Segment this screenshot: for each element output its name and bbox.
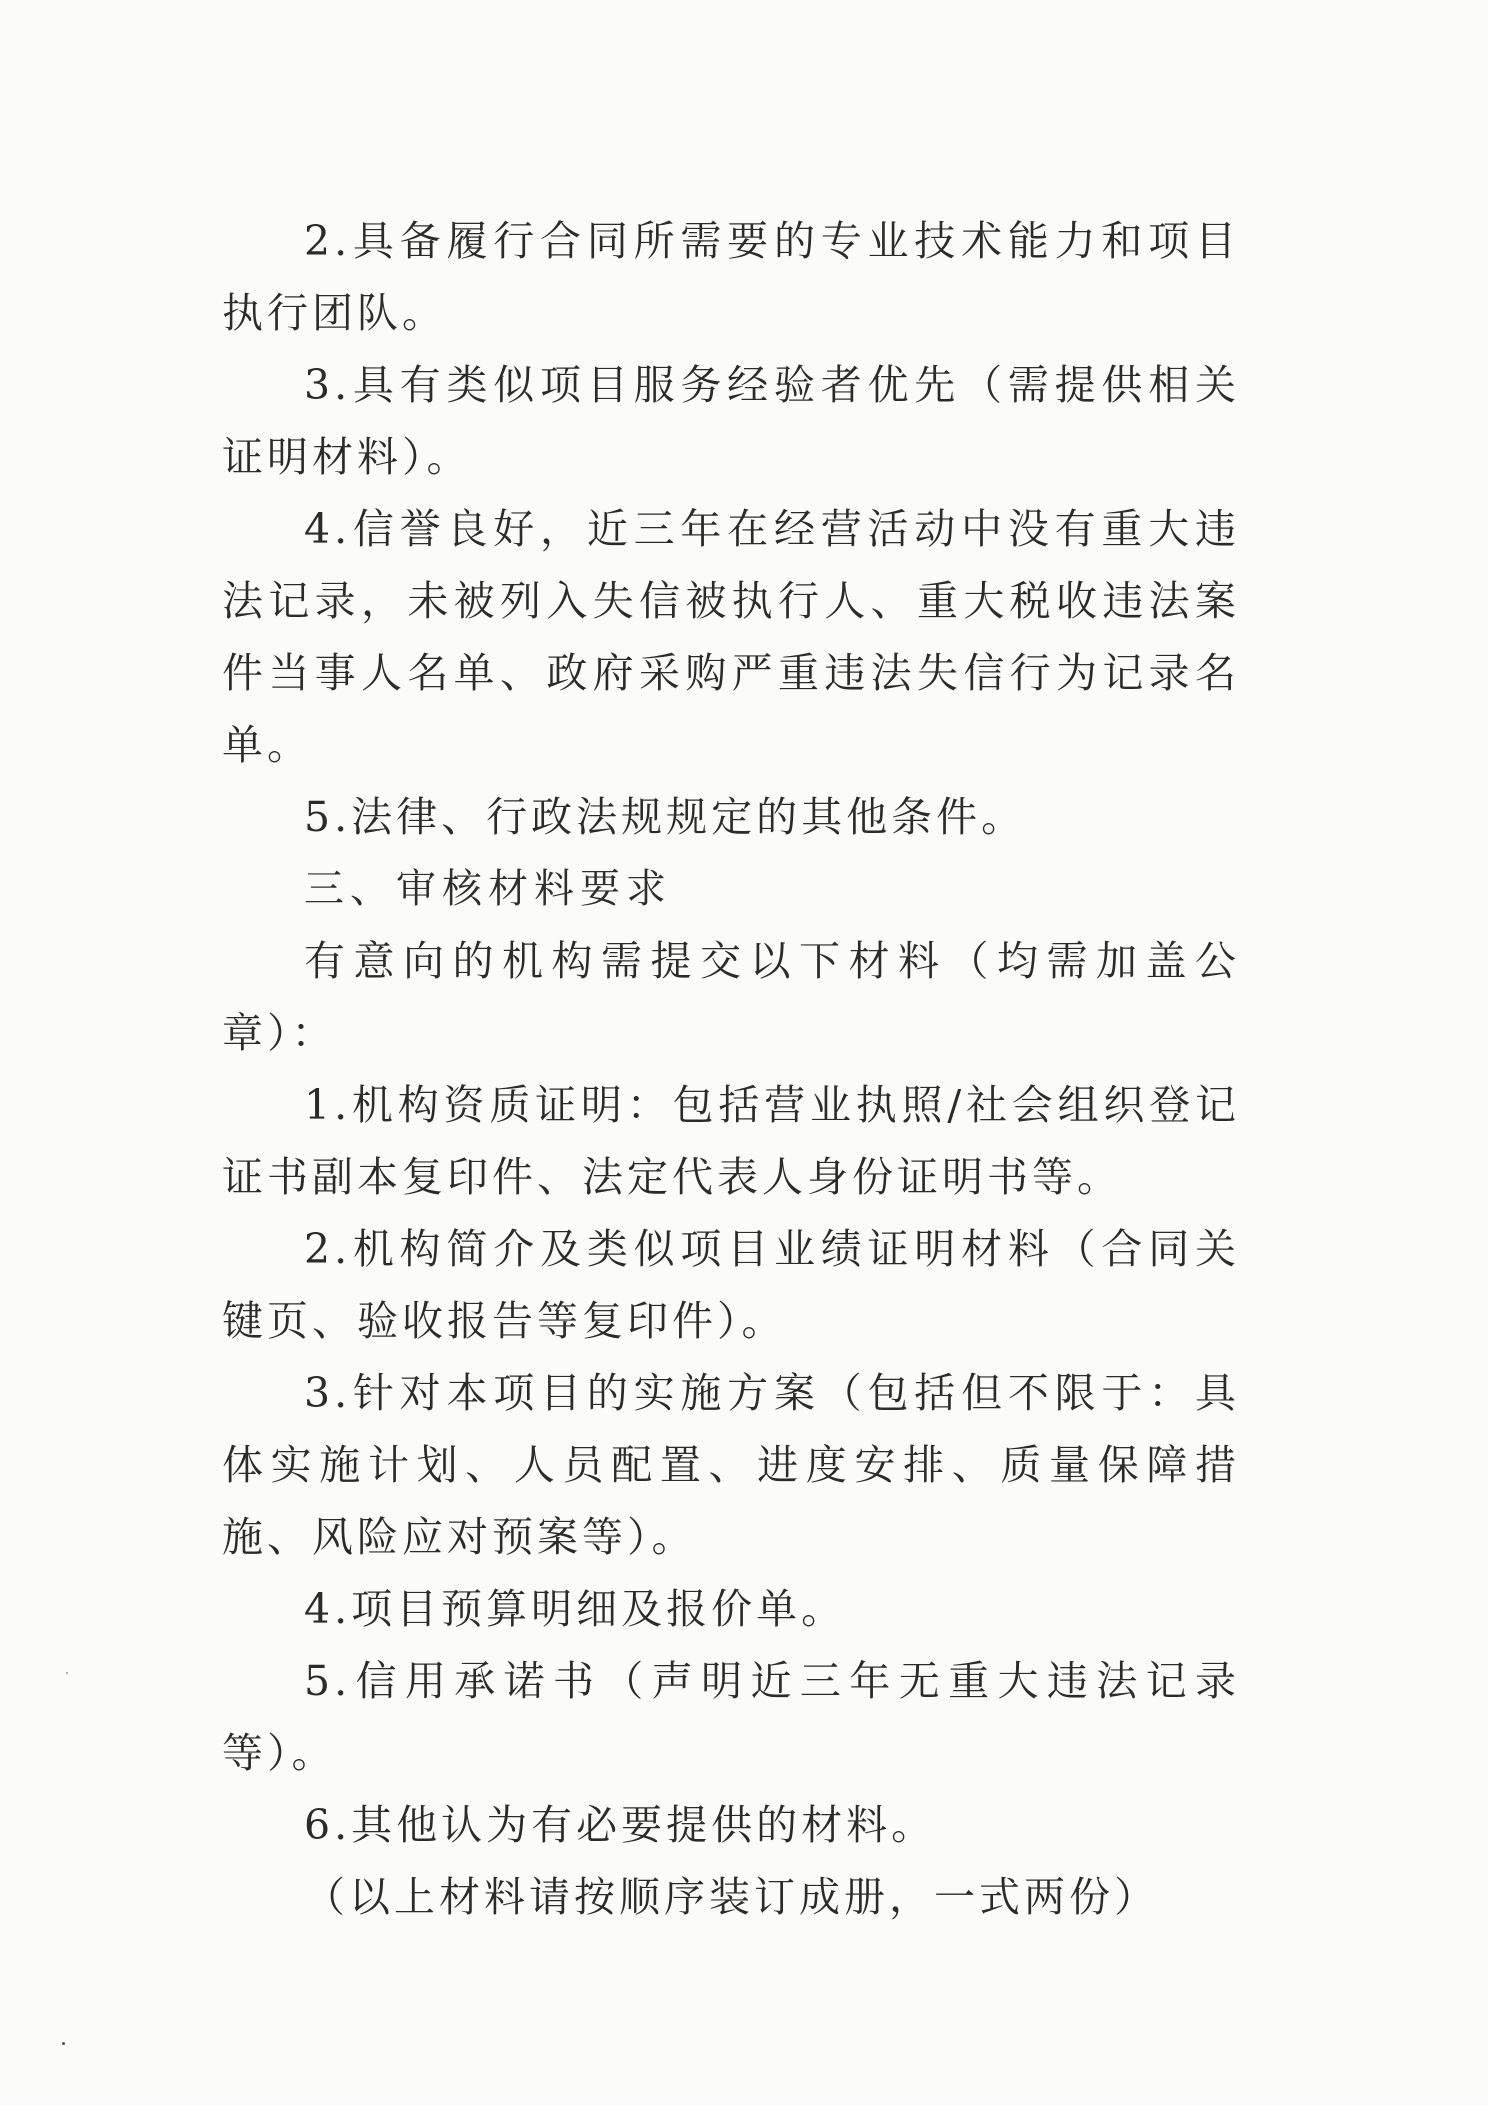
- materials-intro: 有意向的机构需提交以下材料（均需加盖公章）：: [222, 937, 1240, 1057]
- material-3: 3.针对本项目的实施方案（包括但不限于：具体实施计划、人员配置、进度安排、质量保障措施、风险应对预案等）。: [222, 1369, 1240, 1561]
- requirement-3: 3.具有类似项目服务经验者优先（需提供相关证明材料）。: [222, 361, 1240, 481]
- material-1: 1.机构资质证明：包括营业执照/社会组织登记证书副本复印件、法定代表人身份证明书等。: [222, 1081, 1240, 1201]
- requirement-5: 5.法律、行政法规规定的其他条件。: [304, 793, 1027, 841]
- scan-speck: [66, 1672, 68, 1674]
- material-6: 6.其他认为有必要提供的材料。: [304, 1801, 937, 1849]
- material-5: 5.信用承诺书（声明近三年无重大违法记录等）。: [222, 1657, 1240, 1777]
- section-heading: 三、审核材料要求: [304, 866, 672, 912]
- binding-note: （以上材料请按顺序装订成册，一式两份）: [304, 1873, 1159, 1921]
- requirement-2: 2.具备履行合同所需要的专业技术能力和项目执行团队。: [222, 217, 1240, 337]
- scan-speck: [62, 2042, 65, 2045]
- requirement-4: 4.信誉良好，近三年在经营活动中没有重大违法记录，未被列入失信被执行人、重大税收违法案件当事人名单、政府采购严重违法失信行为记录名单。: [222, 505, 1240, 769]
- material-2: 2.机构简介及类似项目业绩证明材料（合同关键页、验收报告等复印件）。: [222, 1225, 1240, 1345]
- material-4: 4.项目预算明细及报价单。: [304, 1585, 847, 1633]
- document-body: [222, 205, 1240, 1933]
